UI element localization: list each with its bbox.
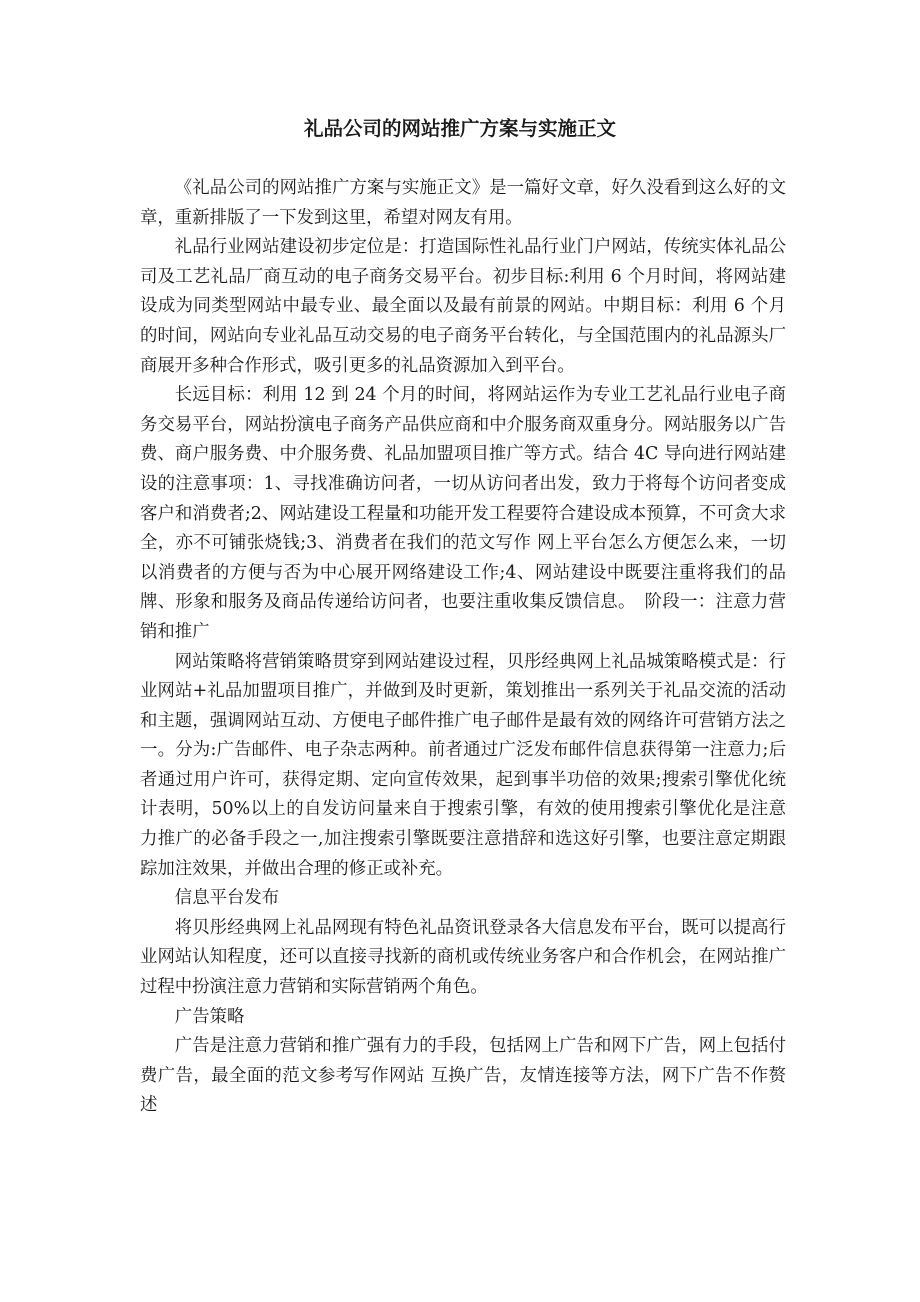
document-body (140, 174, 786, 1121)
paragraph-website-strategy: 网站策略将营销策略贯穿到网站建设过程，贝彤经典网上礼品城策略模式是：行业网站+礼品加盟项目推广，并做到及时更新，策划推出一系列关于礼品交流的活动和主题，强调网站互动、方便电子邮件推广电子邮件是最有效的网络许可营销方法之一。分为:广告邮件、电子杂志两种。前者通过广泛发布邮件信息获得第一注意力;后者通过用户许可，获得定期、定向宣传效果，起到事半功倍的效果;搜索引擎优化统计表明，50%以上的自发访问量来自于搜索引擎，有效的使用搜索引擎优化是注意力推广的必备手段之一,加注搜索引擎既要注意措辞和选这好引擎，也要注意定期跟踪加注效果，并做出合理的修正或补充。 (140, 651, 786, 879)
paragraph-long-term-goals: 长远目标：利用 12 到 24 个月的时间，将网站运作为专业工艺礼品行业电子商务交易平台，网站扮演电子商务产品供应商和中介服务商双重身分。网站服务以广告费、商户服务费、中介服务费、礼品加盟项目推广等方式。结合 4C 导向进行网站建设的注意事项：1、寻找准确访问者，一切从访问者出发，致力于将每个访问者变成客户和消费者;2、网站建设工程量和功能开发工程要符合建设成本预算，不可贪大求全，亦不可铺张烧钱;3、消费者在我们的范文写作 网上平台怎么方便怎么来，一切以消费者的方便与否为中心展开网络建设工作;4、网站建设中既要注重将我们的品牌、形象和服务及商品传递给访问者，也要注重收集反馈信息。 阶段一：注意力营销和推广 (140, 385, 786, 642)
section-heading-ad-strategy: 广告策略 (174, 1006, 245, 1027)
paragraph-ad-strategy: 广告是注意力营销和推广强有力的手段，包括网上广告和网下广告，网上包括付费广告，最全面的范文参考写作网站 互换广告，友情连接等方法，网下广告不作赘述 (140, 1036, 786, 1116)
section-heading-info-platform: 信息平台发布 (174, 888, 280, 909)
paragraph-intro: 《礼品公司的网站推广方案与实施正文》是一篇好文章，好久没看到这么好的文章，重新排版了一下发到这里，希望对网友有用。 (140, 178, 786, 228)
paragraph-positioning: 礼品行业网站建设初步定位是：打造国际性礼品行业门户网站，传统实体礼品公司及工艺礼品厂商互动的电子商务交易平台。初步目标:利用 6 个月时间，将网站建设成为同类型网站中最专业、最全面以及最有前景的网站。中期目标：利用 6 个月的时间，网站向专业礼品互动交易的电子商务平台转化，与全国范围内的礼品源头厂商展开多种合作形式，吸引更多的礼品资源加入到平台。 (140, 237, 786, 376)
document-title: 礼品公司的网站推广方案与实施正文 (303, 117, 616, 140)
paragraph-info-platform: 将贝彤经典网上礼品网现有特色礼品资讯登录各大信息发布平台，既可以提高行业网站认知程度，还可以直接寻找新的商机或传统业务客户和合作机会，在网站推广过程中扮演注意力营销和实际营销两个角色。 (140, 917, 786, 998)
